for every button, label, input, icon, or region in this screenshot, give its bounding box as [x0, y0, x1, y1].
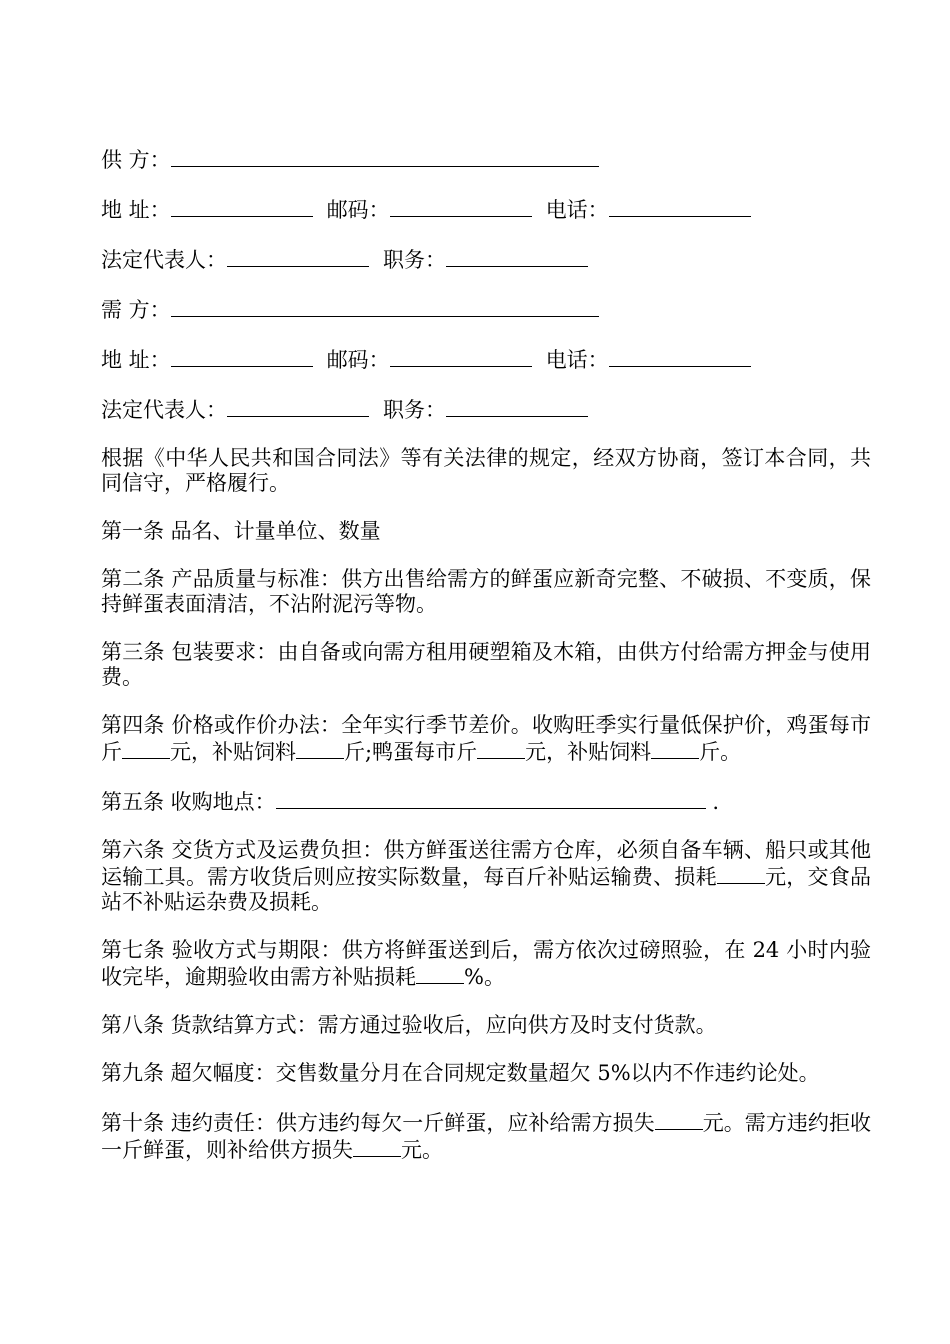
supplier-postcode-label: 邮码： [326, 198, 390, 222]
intro-paragraph: 根据《中华人民共和国合同法》等有关法律的规定，经双方协商，签订本合同，共同信守，严格履行。 [101, 446, 871, 495]
clause-4 [101, 713, 871, 765]
clause-8: 第八条 货款结算方式：需方通过验收后，应向供方及时支付货款。 [101, 1013, 717, 1037]
loss-percent-blank [416, 963, 464, 984]
clause-7 [101, 938, 871, 990]
buyer-address-row [101, 346, 871, 371]
supplier-position-label: 职务： [383, 248, 446, 272]
supplier-phone-label: 电话： [545, 198, 609, 222]
supplier-phone-blank [609, 196, 751, 217]
clause-7-text-1: 第七条 验收方式与期限：供方将鲜蛋送到后，需方依次过磅照验，在 24 小时内验收完毕，逾期验收由需方补贴损耗 [101, 938, 871, 989]
clause-10 [101, 1109, 871, 1163]
buyer-legal-rep-label: 法定代表人： [101, 398, 227, 422]
duck-egg-price-blank [477, 738, 525, 759]
clause-4-text-4: 元，补贴饲料 [525, 740, 652, 764]
clause-7-text-2: %。 [464, 965, 505, 989]
supplier-address-label: 地 址： [101, 198, 171, 222]
buyer-postcode-blank [390, 346, 532, 367]
buyer-address-label: 地 址： [101, 348, 171, 372]
supplier-address-row [101, 196, 871, 221]
supplier-legal-rep-blank [227, 246, 369, 267]
buyer-legal-rep-row [101, 396, 871, 421]
clause-10-text-3: 元。 [401, 1138, 443, 1162]
buyer-penalty-blank [353, 1136, 401, 1157]
clause-4-text-3: 斤;鸭蛋每市斤 [344, 740, 478, 764]
clause-1: 第一条 品名、计量单位、数量 [101, 519, 381, 543]
supplier-penalty-blank [655, 1109, 703, 1130]
clause-10-text-1: 第十条 违约责任：供方违约每欠一斤鲜蛋，应补给需方损失 [101, 1111, 655, 1135]
supplier-name-blank [171, 146, 599, 167]
supplier-name-row [101, 146, 871, 171]
clause-3: 第三条 包装要求：由自备或向需方租用硬塑箱及木箱，由供方付给需方押金与使用费。 [101, 640, 871, 689]
clause-5-text-1: 第五条 收购地点： [101, 790, 276, 814]
buyer-label: 需 方： [101, 298, 171, 322]
chicken-egg-price-blank [122, 738, 170, 759]
transport-subsidy-blank [717, 863, 765, 884]
clause-5 [101, 788, 871, 815]
clause-9: 第九条 超欠幅度：交售数量分月在合同规定数量超欠 5%以内不作违约论处。 [101, 1061, 820, 1085]
clause-4-text-2: 元，补贴饲料 [170, 740, 296, 764]
clause-4-text-1: 第四条 价格或作价办法：全年实行季节差价。收购旺季实行量低保护价，鸡蛋每市斤 [101, 713, 871, 764]
clause-6-text-1: 第六条 交货方式及运费负担：供方鲜蛋送往需方仓库，必须自备车辆、船只或其他运输工具。需方收货后则应按实际数量，每百斤补贴运输费、损耗 [101, 838, 871, 889]
buyer-address-blank [171, 346, 313, 367]
clause-4-text-5: 斤。 [699, 740, 742, 764]
buyer-phone-blank [609, 346, 751, 367]
buyer-legal-rep-blank [227, 396, 369, 417]
duck-feed-blank [651, 738, 699, 759]
supplier-postcode-blank [390, 196, 532, 217]
clause-6 [101, 838, 871, 915]
clause-5-text-2: . [705, 790, 720, 814]
buyer-phone-label: 电话： [545, 348, 609, 372]
clause-6-text-2: 元，交食品站不补贴运杂费及损耗。 [101, 865, 872, 914]
buyer-position-blank [446, 396, 588, 417]
supplier-legal-rep-row [101, 246, 871, 271]
supplier-position-blank [446, 246, 588, 267]
supplier-label: 供 方： [101, 148, 171, 172]
buyer-name-blank [171, 296, 599, 317]
purchase-location-blank [276, 788, 706, 809]
supplier-legal-rep-label: 法定代表人： [101, 248, 227, 272]
clause-10-text-2: 元。需方违约拒收一斤鲜蛋，则补给供方损失 [101, 1111, 871, 1162]
contract-page [101, 146, 871, 1186]
buyer-position-label: 职务： [383, 398, 446, 422]
clause-2: 第二条 产品质量与标准：供方出售给需方的鲜蛋应新奇完整、不破损、不变质，保持鲜蛋表面清洁，不沾附泥污等物。 [101, 567, 871, 616]
supplier-address-blank [171, 196, 313, 217]
chicken-feed-blank [296, 738, 344, 759]
buyer-postcode-label: 邮码： [326, 348, 390, 372]
buyer-name-row [101, 296, 871, 321]
